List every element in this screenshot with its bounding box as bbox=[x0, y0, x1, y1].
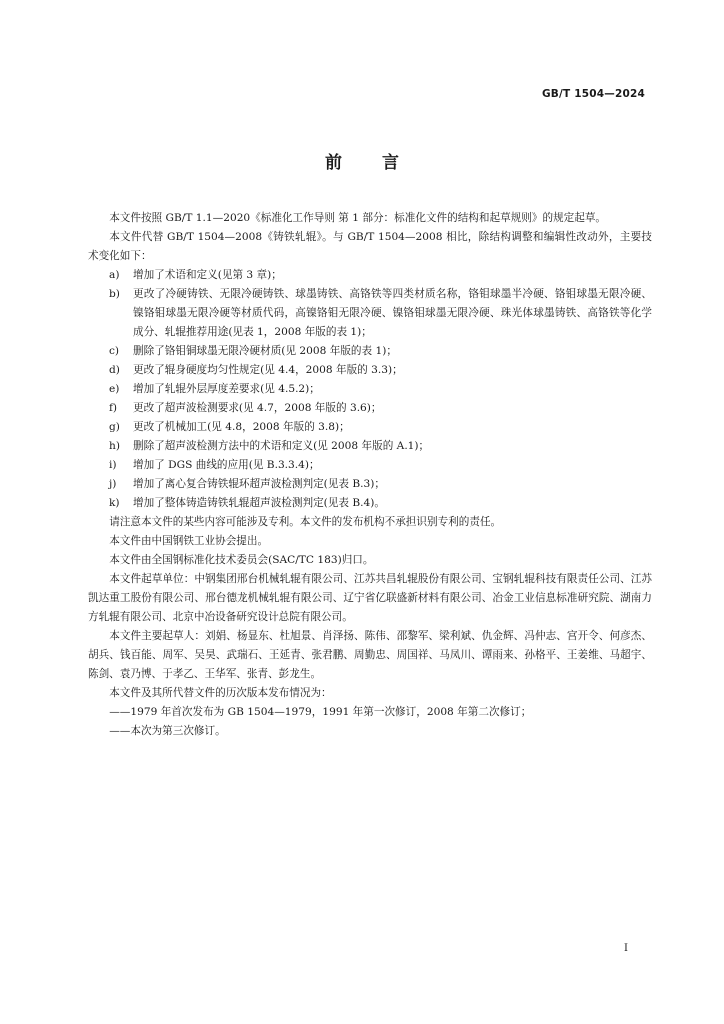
history-item: ——本次为第三次修订。 bbox=[109, 725, 226, 737]
list-item bbox=[88, 399, 652, 418]
list-item bbox=[88, 456, 652, 475]
paragraph-proposer: 本文件由中国钢铁工业协会提出。 bbox=[109, 535, 269, 547]
page-number: I bbox=[624, 943, 628, 954]
list-item-text: 增加了轧辊外层厚度差要求(见 4.5.2)； bbox=[133, 383, 320, 395]
list-marker: b) bbox=[109, 288, 120, 300]
list-item bbox=[88, 342, 652, 361]
list-item-text: 删除了超声波检测方法中的术语和定义(见 2008 年版的 A.1)； bbox=[133, 440, 430, 452]
list-marker: i) bbox=[109, 459, 117, 471]
list-item-text: 增加了整体铸造铸铁轧辊超声波检测判定(见表 B.4)。 bbox=[133, 497, 385, 509]
document-body bbox=[88, 209, 652, 741]
list-item bbox=[88, 437, 652, 456]
paragraph-committee: 本文件由全国钢标准化技术委员会(SAC/TC 183)归口。 bbox=[109, 554, 374, 566]
history-item: ——1979 年首次发布为 GB 1504—1979，1991 年第一次修订，2008 年第二次修订； bbox=[109, 706, 532, 718]
list-item-text: 更改了冷硬铸铁、无限冷硬铸铁、球墨铸铁、高铬铁等四类材质名称，铬钼球墨半冷硬、铬钼球墨无限冷硬、镍铬钼球墨无限冷硬等材质代码，高镍铬钼无限冷硬、镍铬钼球墨无限冷硬、珠光体球墨铸铁、高铬铁等化学成分、轧辊推荐用途(见表 1，2008 年版的表 1)； bbox=[133, 288, 652, 338]
list-marker: d) bbox=[109, 364, 120, 376]
list-marker: k) bbox=[109, 497, 120, 509]
list-marker: g) bbox=[109, 421, 120, 433]
list-marker: c) bbox=[109, 345, 120, 357]
paragraph-drafters: 本文件主要起草人：刘娟、杨显东、杜旭景、肖泽扬、陈伟、邵黎军、梁利斌、仇金辉、冯仲志、宫开令、何彦杰、胡兵、钱百能、周军、吴昊、武瑞石、王延青、张君鹏、周勤忠、周国祥、马凤川、谭雨来、孙格平、王姜维、马超宇、陈剑、袁乃博、于孝乙、王华军、张青、彭龙生。 bbox=[88, 630, 652, 680]
paragraph-replaces: 本文件代替 GB/T 1504—2008《铸铁轧辊》。与 GB/T 1504—2008 相比，除结构调整和编辑性改动外，主要技术变化如下： bbox=[88, 231, 652, 262]
list-item-text: 更改了超声波检测要求(见 4.7，2008 年版的 3.6)； bbox=[133, 402, 382, 414]
standard-code: GB/T 1504—2024 bbox=[541, 88, 645, 100]
list-marker: e) bbox=[109, 383, 120, 395]
page-title: 前言 bbox=[325, 153, 439, 173]
list-marker: f) bbox=[109, 402, 118, 414]
list-item-text: 增加了离心复合铸铁辊环超声波检测判定(见表 B.3)； bbox=[133, 478, 385, 490]
list-marker: a) bbox=[109, 269, 120, 281]
list-item bbox=[88, 475, 652, 494]
list-item-text: 增加了术语和定义(见第 3 章)； bbox=[133, 269, 282, 281]
list-item bbox=[88, 418, 652, 437]
version-history-list bbox=[88, 703, 652, 741]
list-item bbox=[88, 285, 652, 342]
list-item bbox=[88, 266, 652, 285]
list-item bbox=[88, 361, 652, 380]
paragraph-drafting-rules: 本文件按照 GB/T 1.1—2020《标准化工作导则 第 1 部分：标准化文件的结构和起草规则》的规定起草。 bbox=[109, 212, 607, 224]
technical-changes-list bbox=[88, 266, 652, 513]
paragraph-history-intro: 本文件及其所代替文件的历次版本发布情况为： bbox=[109, 687, 332, 699]
list-item bbox=[88, 380, 652, 399]
list-item-text: 增加了 DGS 曲线的应用(见 B.3.3.4)； bbox=[133, 459, 320, 471]
paragraph-drafting-units: 本文件起草单位：中钢集团邢台机械轧辊有限公司、江苏共昌轧辊股份有限公司、宝钢轧辊科技有限责任公司、江苏凯达重工股份有限公司、邢台德龙机械轧辊有限公司、辽宁省亿联盛新材料有限公司、冶金工业信息标准研究院、湖南力方轧辊有限公司、北京中冶设备研究设计总院有限公司。 bbox=[88, 573, 652, 623]
list-item bbox=[88, 494, 652, 513]
list-marker: j) bbox=[109, 478, 117, 490]
list-item-text: 更改了机械加工(见 4.8，2008 年版的 3.8)； bbox=[133, 421, 350, 433]
list-item-text: 删除了铬钼铜球墨无限冷硬材质(见 2008 年版的表 1)； bbox=[133, 345, 397, 357]
list-item-text: 更改了辊身硬度均匀性规定(见 4.4，2008 年版的 3.3)； bbox=[133, 364, 403, 376]
paragraph-patent-notice: 请注意本文件的某些内容可能涉及专利。本文件的发布机构不承担识别专利的责任。 bbox=[109, 516, 502, 528]
list-marker: h) bbox=[109, 440, 120, 452]
